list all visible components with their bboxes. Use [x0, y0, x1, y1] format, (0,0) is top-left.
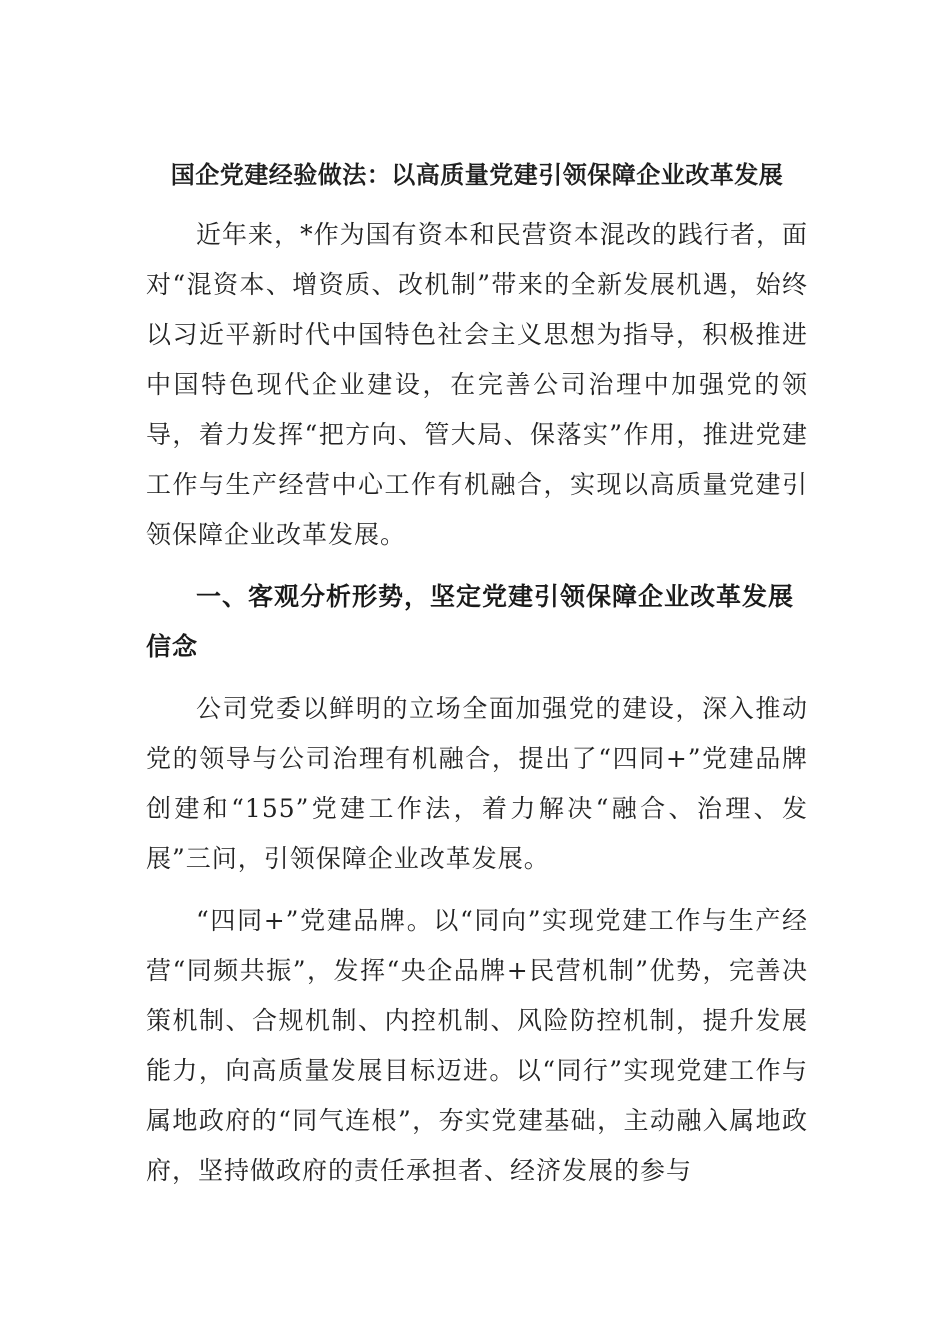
spacer: [146, 884, 808, 896]
document-title: 国企党建经验做法：以高质量党建引领保障企业改革发展: [170, 160, 784, 189]
document-page: [146, 150, 808, 1196]
spacer: [146, 560, 808, 572]
section-1-paragraph-1: 公司党委以鲜明的立场全面加强党的建设，深入推动党的领导与公司治理有机融合，提出了“四同+”党建品牌创建和“155”党建工作法，着力解决“融合、治理、发展”三问，引领保障企业改革发展。: [146, 694, 808, 873]
intro-paragraph: 近年来，*作为国有资本和民营资本混改的践行者，面对“混资本、增资质、改机制”带来的全新发展机遇，始终以习近平新时代中国特色社会主义思想为指导，积极推进中国特色现代企业建设，在完善公司治理中加强党的领导，着力发挥“把方向、管大局、保落实”作用，推进党建工作与生产经营中心工作有机融合，实现以高质量党建引领保障企业改革发展。: [146, 220, 808, 549]
section-1-paragraph-2: “四同+”党建品牌。以“同向”实现党建工作与生产经营“同频共振”，发挥“央企品牌+民营机制”优势，完善决策机制、合规机制、内控机制、风险防控机制，提升发展能力，向高质量发展目标迈进。以“同行”实现党建工作与属地政府的“同气连根”，夯实党建基础，主动融入属地政府，坚持做政府的责任承担者、经济发展的参与: [146, 906, 808, 1185]
spacer: [146, 672, 808, 684]
section-1-heading: 一、客观分析形势，坚定党建引领保障企业改革发展信念: [146, 582, 795, 661]
spacer: [146, 200, 808, 210]
